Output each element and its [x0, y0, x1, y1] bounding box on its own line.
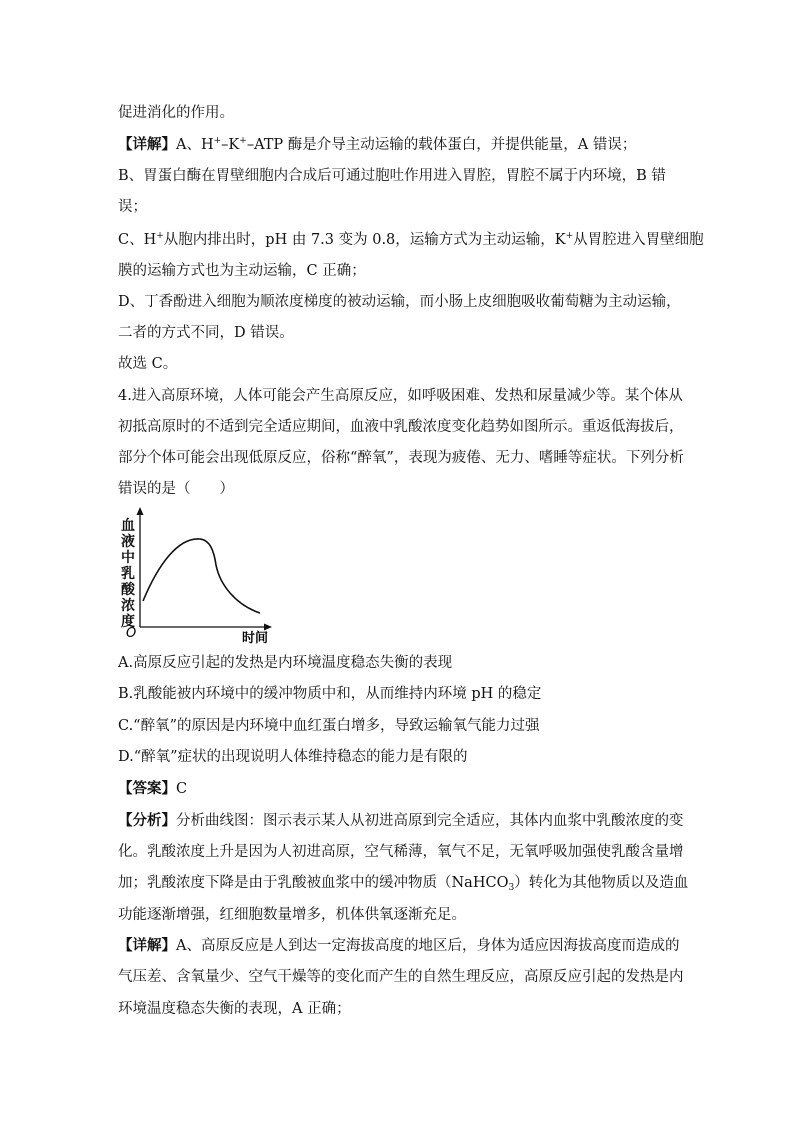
text-line: 促进消化的作用。	[118, 105, 234, 121]
option-d: D.“醉氧”症状的出现说明人体维持稳态的能力是有限的	[118, 749, 468, 765]
question-stem: 部分个体可能会出现低原反应，俗称“醉氧”，表现为疲倦、无力、嗜睡等症状。下列分析	[118, 450, 684, 466]
text-line: 误；	[118, 199, 147, 215]
explanation-line: 【详解】A、高原反应是人到达一定海拔高度的地区后，身体为适应因海拔高度而造成的	[118, 937, 680, 954]
answer-line: 【答案】C	[118, 780, 188, 797]
explanation-line: 环境温度稳态失衡的表现，A 正确；	[118, 1001, 351, 1017]
text-line: 膜的运输方式也为主动运输，C 正确；	[118, 263, 366, 279]
text-line: 二者的方式不同，D 错误。	[118, 325, 294, 341]
question-stem: 错误的是（ ）	[118, 481, 234, 497]
analysis-line: 加；乳酸浓度下降是由于乳酸被血浆中的缓冲物质（NaHCO$_3$）转化为其他物质以及造血	[118, 875, 689, 893]
option-a: A.高原反应引起的发热是内环境温度稳态失衡的表现	[118, 655, 453, 671]
lactic-acid-graph	[118, 505, 278, 645]
option-c: C.“醉氧”的原因是内环境中血红蛋白增多，导致运输氧气能力过强	[118, 718, 540, 734]
origin-label: O	[126, 626, 137, 641]
x-axis-label: 时间	[242, 631, 269, 645]
explanation-line: 气压差、含氧量少、空气干燥等的变化而产生的自然生理反应，高原反应引起的发热是内	[118, 969, 684, 985]
lactic-acid-curve	[143, 539, 260, 613]
text-line: D、丁香酚进入细胞为顺浓度梯度的被动运输，而小肠上皮细胞吸收葡萄糖为主动运输，	[118, 294, 681, 310]
y-axis-label: 血液中乳酸浓度	[121, 518, 135, 630]
question-stem: 4.进入高原环境，人体可能会产生高原反应，如呼吸困难、发热和尿量减少等。某个体从	[118, 388, 683, 404]
text-line: C、H+从胞内排出时，pH 由 7.3 变为 0.8，运输方式为主动运输，K+从胃腔进入胃壁细胞	[118, 231, 704, 248]
graph-svg	[118, 505, 278, 645]
option-b: B.乳酸能被内环境中的缓冲物质中和，从而维持内环境 pH 的稳定	[118, 686, 542, 702]
question-stem: 初抵高原时的不适到完全适应期间，血液中乳酸浓度变化趋势如图所示。重返低海拔后，	[118, 419, 684, 435]
analysis-line: 化。乳酸浓度上升是因为人初进高原，空气稀薄，氧气不足，无氧呼吸加强使乳酸含量增	[118, 844, 684, 860]
text-line: 故选 C。	[118, 356, 178, 372]
analysis-line: 功能逐渐增强，红细胞数量增多，机体供氧逐渐充足。	[118, 907, 466, 923]
text-line: B、胃蛋白酶在胃壁细胞内合成后可通过胞吐作用进入胃腔，胃腔不属于内环境，B 错	[118, 168, 666, 184]
x-axis-arrow	[264, 624, 272, 631]
y-axis-arrow	[137, 507, 144, 515]
explanation-line: 【详解】A、H+–K+–ATP 酶是介导主动运输的载体蛋白，并提供能量，A 错误；	[118, 136, 637, 153]
analysis-line: 【分析】分析曲线图：图示表示某人从初进高原到完全适应，其体内血浆中乳酸浓度的变	[118, 812, 684, 829]
